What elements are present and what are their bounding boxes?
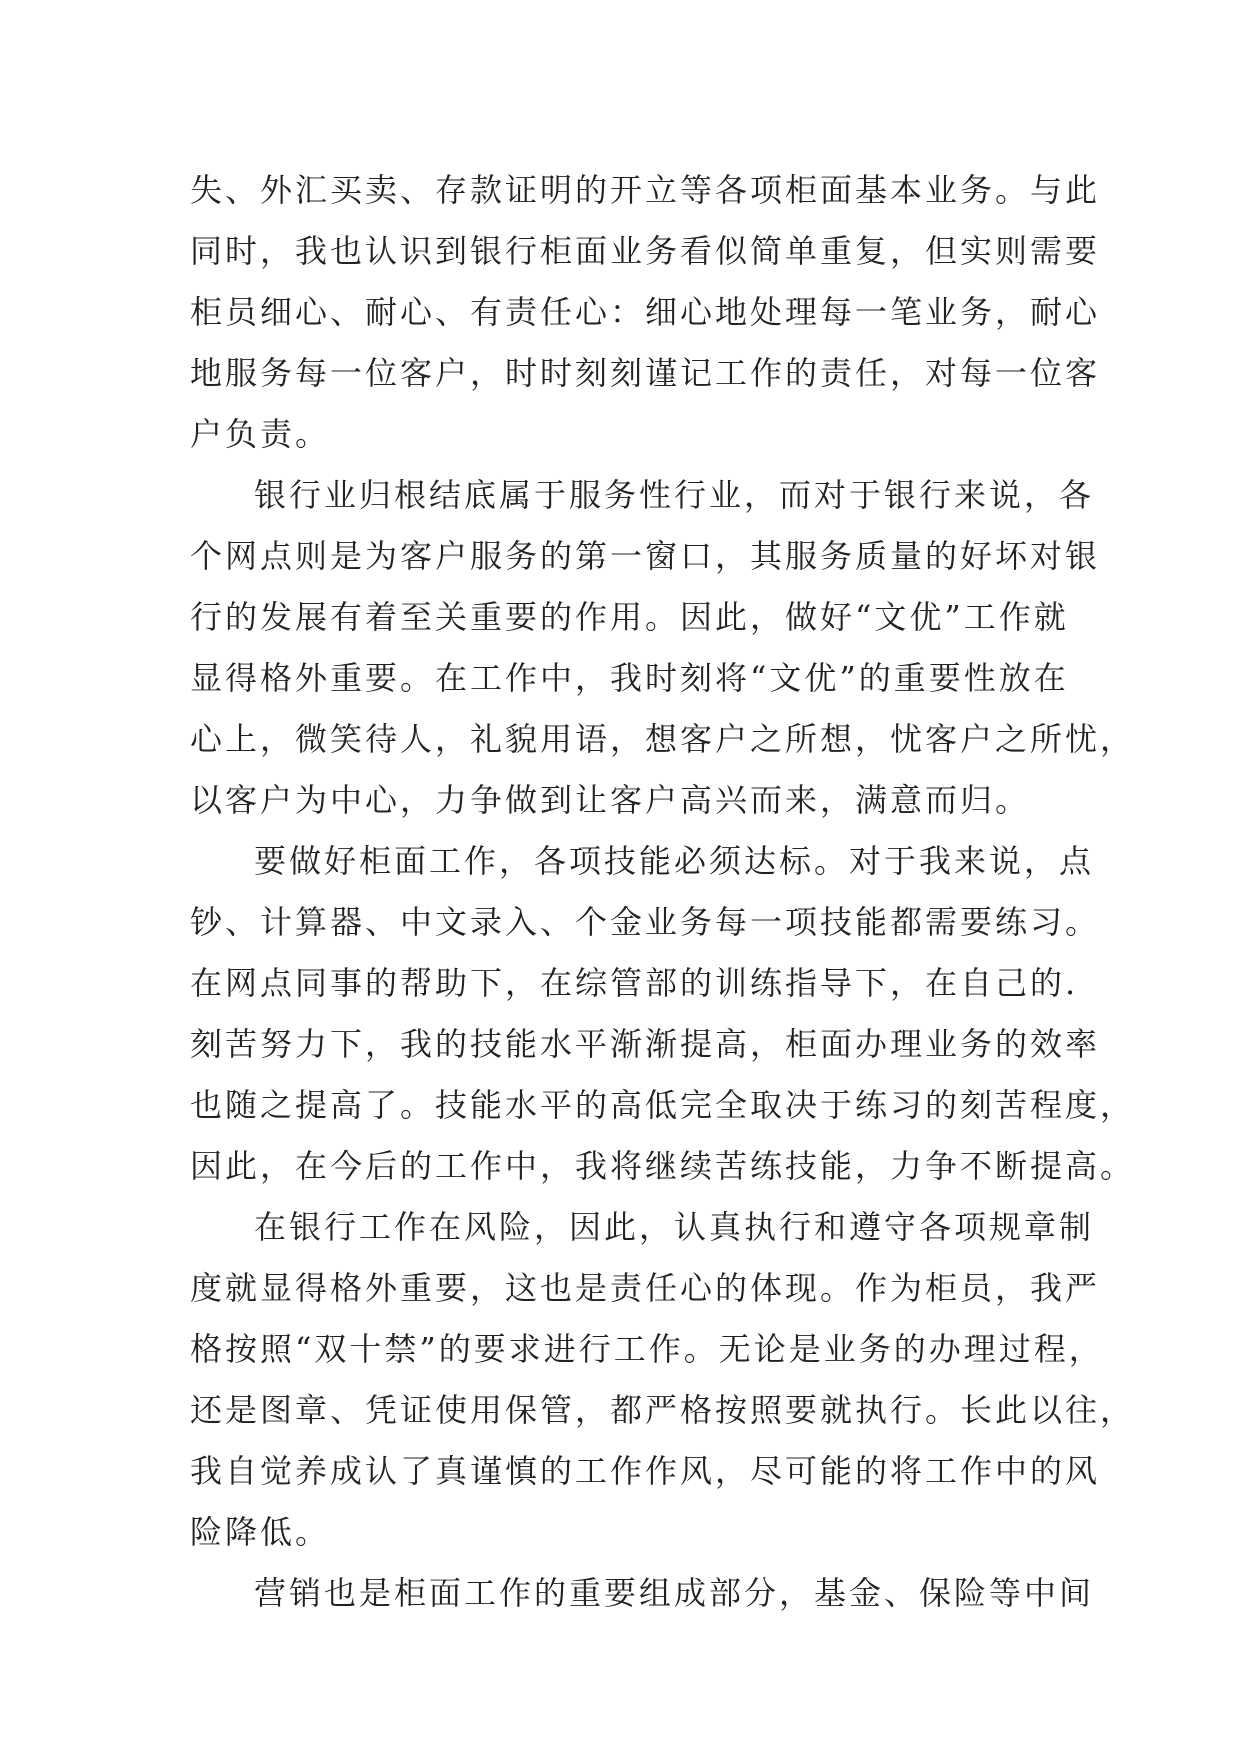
text-line: 还是图章、凭证使用保管，都严格按照要就执行。长此以往， — [190, 1391, 1136, 1429]
text-line: 刻苦努力下，我的技能水平渐渐提高，柜面办理业务的效率 — [190, 1025, 1101, 1063]
text-line: 以客户为中心，力争做到让客户高兴而来，满意而归。 — [190, 781, 1031, 819]
text-line: 钞、计算器、中文录入、个金业务每一项技能都需要练习。 — [190, 903, 1101, 941]
text-line: 也随之提高了。技能水平的高低完全取决于练习的刻苦程度， — [190, 1086, 1136, 1124]
paragraph-first-line: 银行业归根结底属于服务性行业，而对于银行来说，各 — [254, 476, 1095, 514]
text-line: 因此，在今后的工作中，我将继续苦练技能，力争不断提高。 — [190, 1147, 1136, 1185]
text-line: 行的发展有着至关重要的作用。因此，做好“文优”工作就 — [190, 598, 1069, 636]
text-line: 失、外汇买卖、存款证明的开立等各项柜面基本业务。与此 — [190, 171, 1101, 209]
text-line: 柜员细心、耐心、有责任心：细心地处理每一笔业务，耐心 — [190, 293, 1101, 331]
body-text — [190, 160, 1136, 1624]
text-line: 个网点则是为客户服务的第一窗口，其服务质量的好坏对银 — [190, 537, 1101, 575]
paragraph-first-line: 要做好柜面工作，各项技能必须达标。对于我来说，点 — [254, 842, 1095, 880]
text-line: 险降低。 — [190, 1513, 331, 1551]
text-line: 在网点同事的帮助下，在综管部的训练指导下，在自己的. — [190, 964, 1079, 1002]
text-line: 地服务每一位客户，时时刻刻谨记工作的责任，对每一位客 — [190, 354, 1101, 392]
text-line: 格按照“双十禁”的要求进行工作。无论是业务的办理过程， — [190, 1330, 1104, 1368]
text-line: 户负责。 — [190, 415, 331, 453]
text-line: 心上，微笑待人，礼貌用语，想客户之所想，忧客户之所忧， — [190, 720, 1136, 758]
text-line: 同时，我也认识到银行柜面业务看似简单重复，但实则需要 — [190, 232, 1101, 270]
paragraph-first-line: 营销也是柜面工作的重要组成部分，基金、保险等中间 — [254, 1574, 1095, 1612]
paragraph-first-line: 在银行工作在风险，因此，认真执行和遵守各项规章制 — [254, 1208, 1095, 1246]
text-line: 度就显得格外重要，这也是责任心的体现。作为柜员，我严 — [190, 1269, 1101, 1307]
text-line: 显得格外重要。在工作中，我时刻将“文优”的重要性放在 — [190, 659, 1069, 697]
text-line: 我自觉养成认了真谨慎的工作作风，尽可能的将工作中的风 — [190, 1452, 1101, 1490]
